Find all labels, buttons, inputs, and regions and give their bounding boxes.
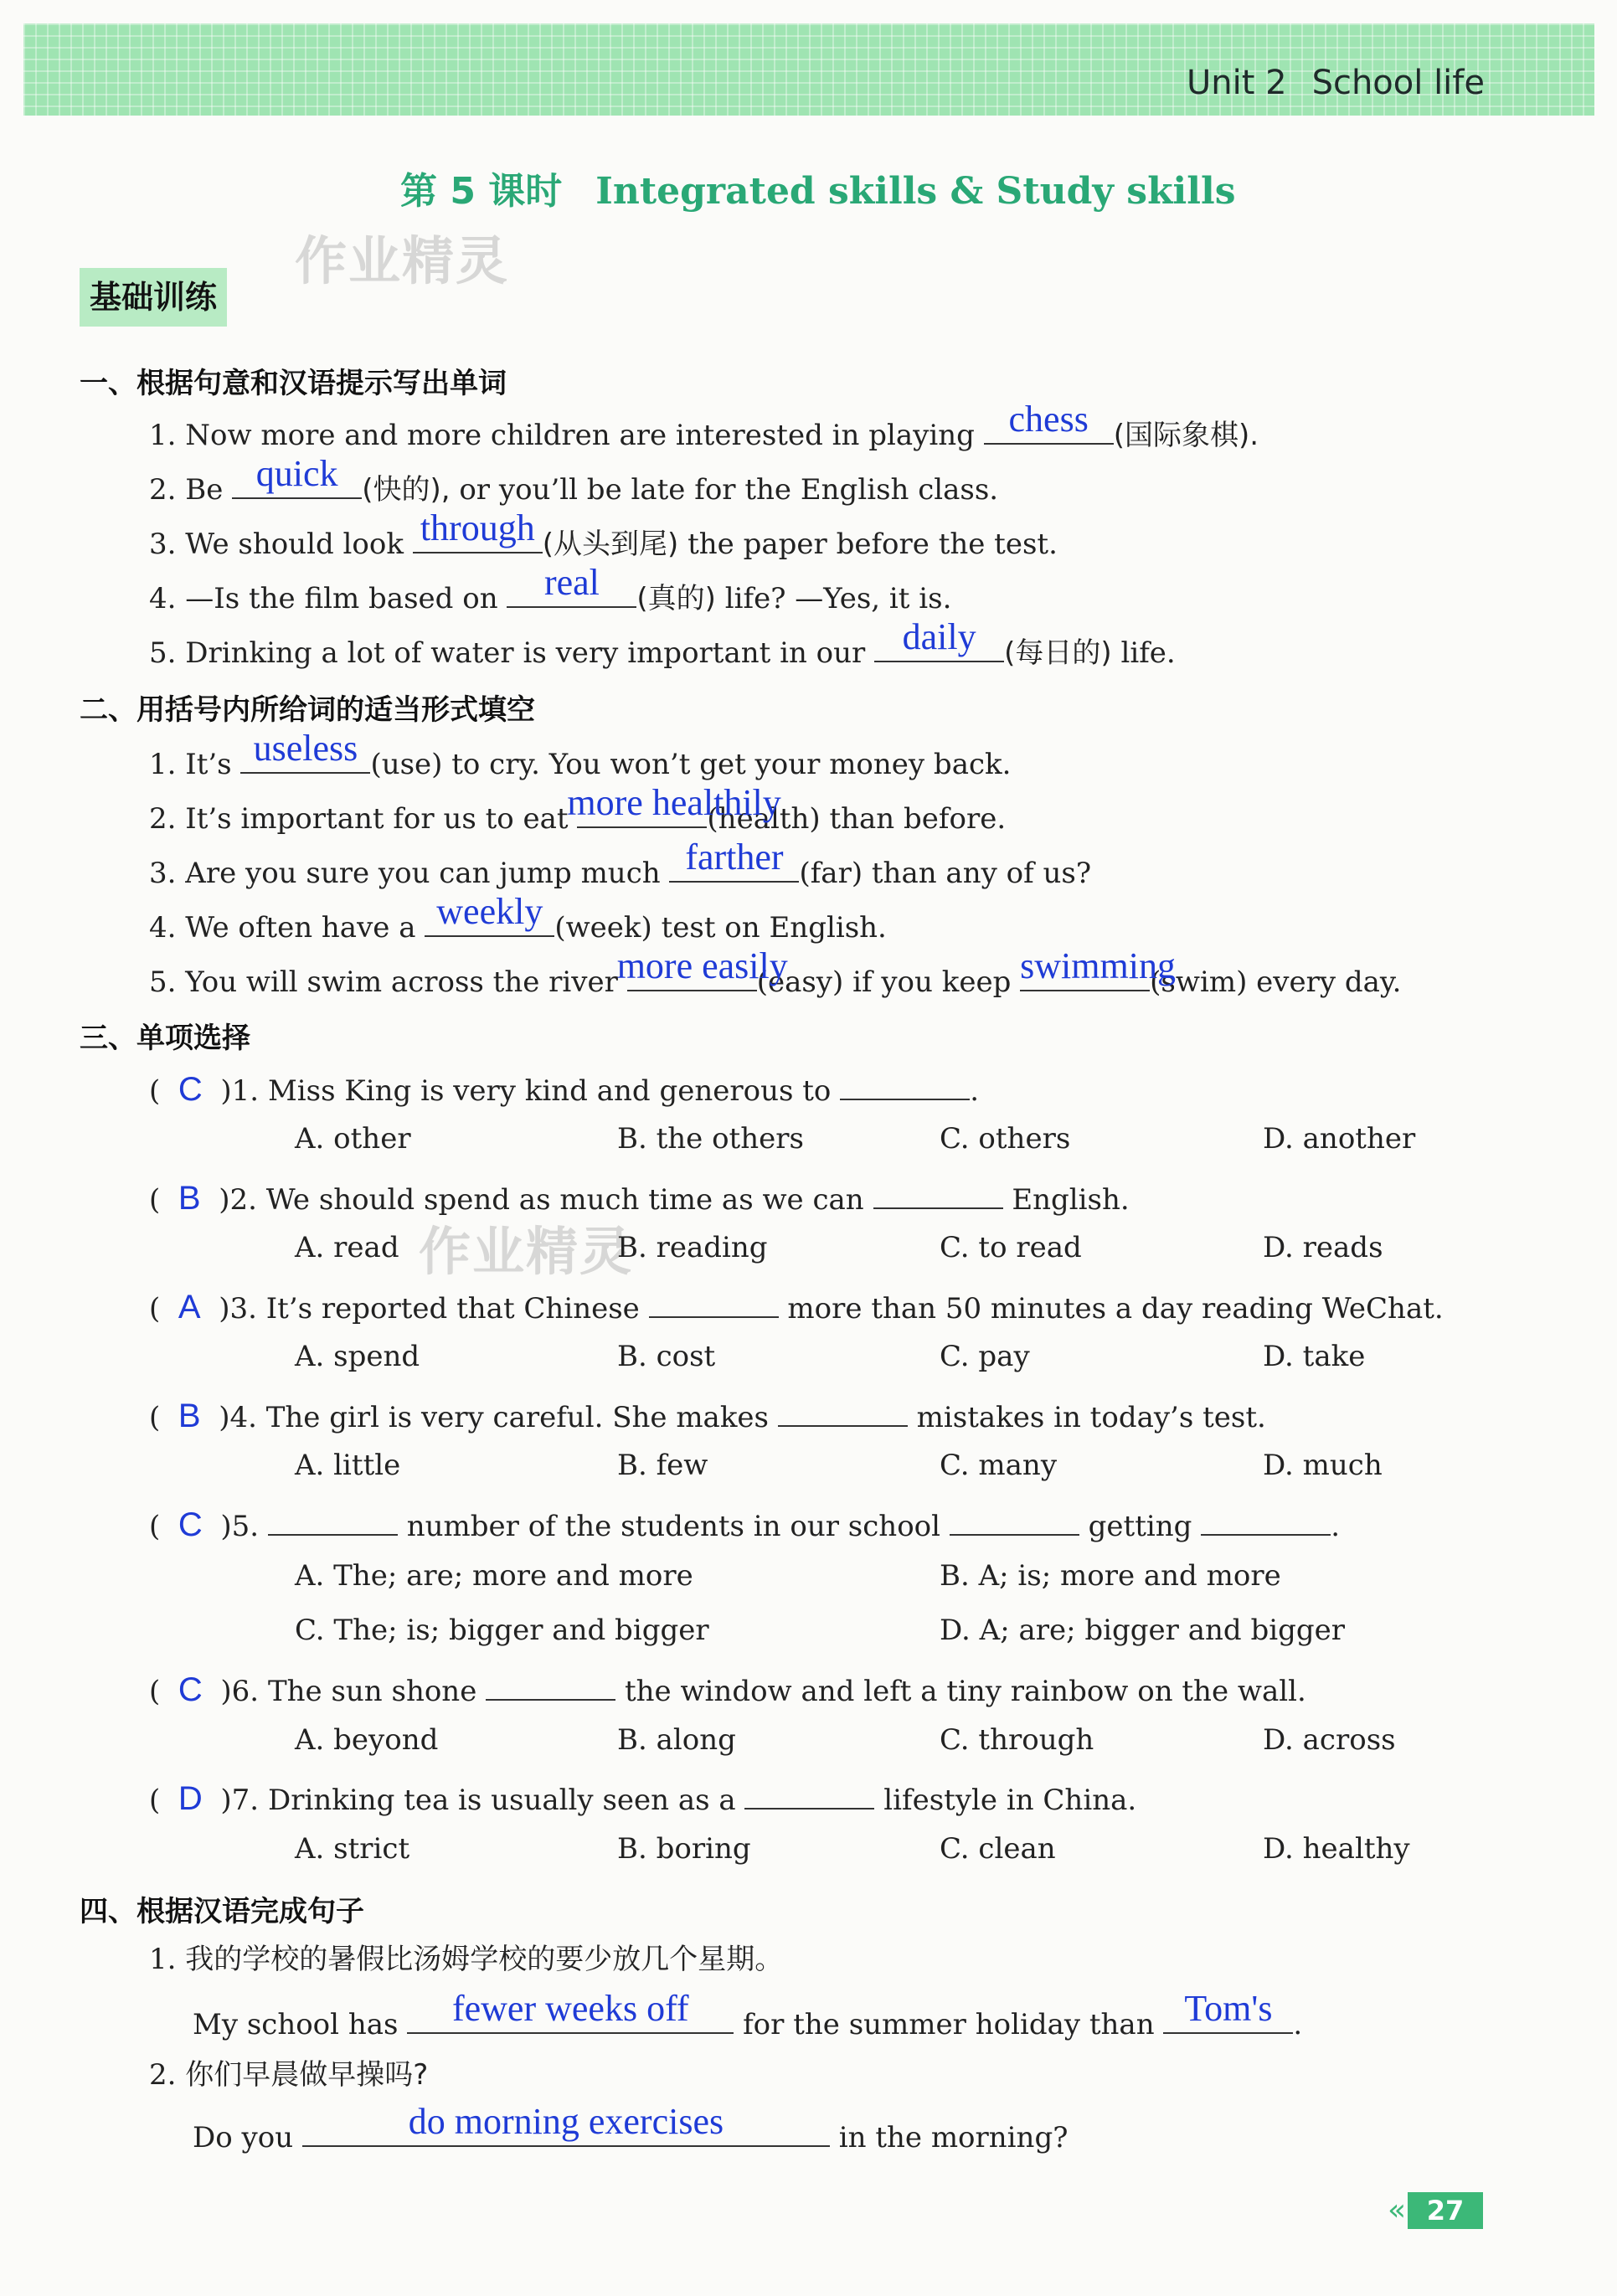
answer-blank[interactable]: fewer weeks off: [407, 2004, 734, 2034]
option-c: C. others: [940, 1122, 1071, 1156]
answer-blank[interactable]: chess: [984, 414, 1114, 445]
answer-blank: [778, 1397, 908, 1427]
answer-blank[interactable]: through: [413, 523, 543, 553]
q3-6: ( C )6. The sun shone the window and left a tiny rainbow on the wall.: [149, 1671, 1306, 1708]
q3-3: ( A )3. It’s reported that Chinese more than 50 minutes a day reading WeChat.: [149, 1289, 1444, 1326]
answer-blank[interactable]: Tom's: [1163, 2004, 1293, 2034]
choice-answer[interactable]: C: [178, 1506, 203, 1543]
page-title: [400, 161, 1235, 214]
choice-answer[interactable]: A: [178, 1289, 201, 1326]
answer-blank: [840, 1070, 970, 1100]
option-b: B. along: [617, 1723, 736, 1757]
option-b: B. few: [617, 1449, 708, 1482]
option-c: C. clean: [940, 1832, 1056, 1866]
page-number: 27: [1408, 2192, 1483, 2229]
unit-topic: School life: [1311, 64, 1485, 102]
option-d: D. another: [1263, 1122, 1416, 1156]
answer-blank: [1201, 1506, 1331, 1536]
option-d: D. healthy: [1263, 1832, 1410, 1866]
choice-answer[interactable]: C: [178, 1671, 203, 1708]
choice-answer[interactable]: B: [178, 1180, 201, 1217]
q3-1: ( C )1. Miss King is very kind and generous to .: [149, 1071, 980, 1108]
answer-blank[interactable]: swimming: [1020, 961, 1150, 991]
option-d: D. reads: [1263, 1231, 1383, 1264]
q4-1-chinese: 1. 我的学校的暑假比汤姆学校的要少放几个星期。: [149, 1943, 784, 1976]
answer-blank[interactable]: weekly: [425, 907, 554, 937]
choice-answer[interactable]: D: [178, 1780, 203, 1817]
q3-2: ( B )2. We should spend as much time as we can English.: [149, 1180, 1130, 1217]
option-d: D. across: [1263, 1723, 1396, 1757]
answer-blank: [744, 1779, 874, 1810]
q1-1: 1. Now more and more children are interested in playing chess (国际象棋).: [149, 399, 1259, 452]
option-a: A. read: [295, 1231, 399, 1264]
answer-blank: [649, 1288, 779, 1318]
option-b: B. reading: [617, 1231, 768, 1264]
option-a: A. little: [295, 1449, 401, 1482]
q2-3: 3. Are you sure you can jump much farther (far) than any of us?: [149, 837, 1092, 890]
option-b: B. boring: [617, 1832, 751, 1866]
option-a: A. strict: [295, 1832, 410, 1866]
answer-blank[interactable]: farther: [669, 852, 799, 883]
section-heading-2: 二、用括号内所给词的适当形式填空: [80, 693, 535, 727]
choice-answer[interactable]: C: [178, 1071, 203, 1108]
q3-7: ( D )7. Drinking tea is usually seen as a lifestyle in China.: [149, 1780, 1137, 1817]
option-c: C. The; is; bigger and bigger: [295, 1614, 709, 1647]
option-a: A. other: [295, 1122, 411, 1156]
option-c: C. through: [940, 1723, 1094, 1757]
option-a: A. The; are; more and more: [295, 1559, 693, 1593]
answer-blank[interactable]: more easily: [627, 961, 757, 991]
q2-1: 1. It’s useless (use) to cry. You won’t get your money back.: [149, 728, 1012, 781]
option-c: C. pay: [940, 1340, 1030, 1373]
q1-2: 2. Be quick (快的), or you’ll be late for the English class.: [149, 453, 999, 507]
answer-blank: [873, 1179, 1003, 1209]
unit-label: [1187, 64, 1485, 102]
q4-2: Do you do morning exercises in the morning?: [193, 2101, 1069, 2154]
option-d: D. much: [1263, 1449, 1383, 1482]
section-heading-1: 一、根据句意和汉语提示写出单词: [80, 367, 507, 400]
q2-2: 2. It’s important for us to eat more healthily (health) than before.: [149, 782, 1007, 836]
option-a: A. spend: [295, 1340, 420, 1373]
section-badge: 基础训练: [80, 268, 227, 327]
section-heading-4: 四、根据汉语完成句子: [80, 1895, 364, 1928]
answer-blank: [950, 1506, 1079, 1536]
q4-2-chinese: 2. 你们早晨做早操吗?: [149, 2058, 429, 2092]
q3-4: ( B )4. The girl is very careful. She makes mistakes in today’s test.: [149, 1398, 1266, 1434]
option-c: C. many: [940, 1449, 1058, 1482]
watermark: 作业精灵: [419, 1221, 634, 1282]
answer-blank[interactable]: quick: [232, 469, 362, 499]
lesson-number: 第 5 课时: [400, 170, 563, 213]
q1-3: 3. We should look through (从头到尾) the paper before the test.: [149, 507, 1058, 561]
q2-5: 5. You will swim across the river more easily (easy) if you keep swimming (swim) every day.: [149, 945, 1402, 999]
q1-5: 5. Drinking a lot of water is very important in our daily (每日的) life.: [149, 616, 1176, 670]
answer-blank: [268, 1506, 398, 1536]
unit-number: Unit 2: [1186, 64, 1287, 102]
page-arrows-icon: «: [1387, 2193, 1406, 2227]
q2-4: 4. We often have a weekly (week) test on English.: [149, 891, 887, 945]
q3-5: ( C )5. number of the students in our school getting .: [149, 1506, 1341, 1543]
option-b: B. the others: [617, 1122, 804, 1156]
option-d: D. take: [1263, 1340, 1366, 1373]
option-b: B. A; is; more and more: [940, 1559, 1281, 1593]
q1-4: 4. —Is the film based on real (真的) life? —Yes, it is.: [149, 562, 952, 615]
answer-blank[interactable]: daily: [874, 632, 1004, 662]
lesson-name: Integrated skills & Study skills: [595, 170, 1236, 213]
option-a: A. beyond: [295, 1723, 439, 1757]
section-heading-3: 三、单项选择: [80, 1022, 250, 1055]
q4-1: My school has fewer weeks off for the summer holiday than Tom's .: [193, 1988, 1303, 2041]
answer-blank[interactable]: more healthily: [577, 798, 707, 828]
answer-blank: [486, 1671, 615, 1701]
answer-blank[interactable]: real: [507, 578, 636, 608]
option-c: C. to read: [940, 1231, 1082, 1264]
answer-blank[interactable]: useless: [240, 744, 370, 774]
watermark: 作业精灵: [295, 230, 510, 291]
option-d: D. A; are; bigger and bigger: [940, 1614, 1346, 1647]
answer-blank[interactable]: do morning exercises: [302, 2117, 830, 2147]
option-b: B. cost: [617, 1340, 716, 1373]
choice-answer[interactable]: B: [178, 1398, 201, 1434]
